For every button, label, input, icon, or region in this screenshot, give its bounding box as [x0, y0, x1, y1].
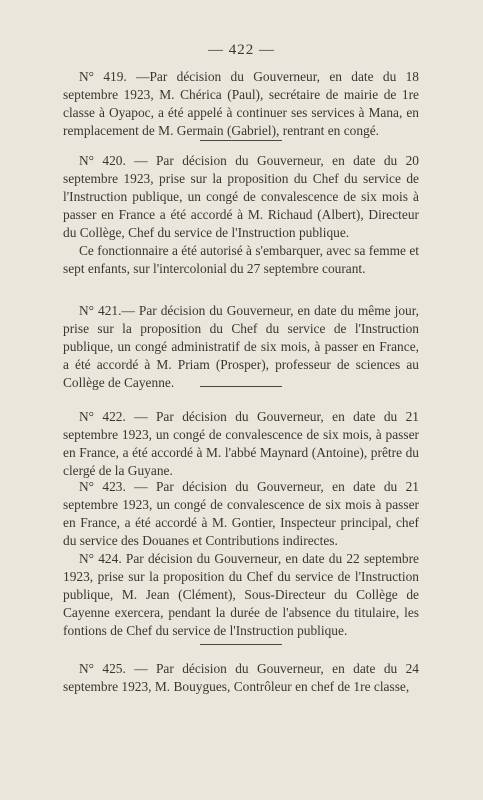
entry-paragraph: N° 422. — Par décision du Gouverneur, en date du 21 septembre 1923, un congé de convalescence de six mois, à passer en France, a été accordé à M. l'abbé Maynard (Antoine), prêtre du clergé de la Guyane. [63, 409, 419, 478]
decision-entry-424 [63, 550, 419, 640]
entry-paragraph: N° 424. Par décision du Gouverneur, en date du 22 septembre 1923, prise sur la proposition du Chef du service de l'Instruction publique, M. Jean (Clément), Sous-Directeur du Collège de Cayenne exercera, pendant la durée de l'absence du titulaire, les fontions de Chef du service de l'Instruction publique. [63, 551, 419, 638]
decision-entry-421 [63, 302, 419, 392]
entry-paragraph: N° 420. — Par décision du Gouverneur, en date du 20 septembre 1923, prise sur la proposition du Chef du service de l'Instruction publique, un congé de convalescence de six mois à passer en France a été accordé à M. Richaud (Albert), Directeur du Collège, Chef du service de l'Instruction publique. [63, 153, 419, 240]
decision-entry-422 [63, 408, 419, 480]
separator-rule [200, 644, 282, 645]
decision-entry-423 [63, 478, 419, 550]
entry-paragraph: N° 425. — Par décision du Gouverneur, en date du 24 septembre 1923, M. Bouygues, Contrôleur en chef de 1re classe, [63, 661, 419, 694]
decision-entry-419 [63, 68, 419, 140]
entry-paragraph: Ce fonctionnaire a été autorisé à s'embarquer, avec sa femme et sept enfants, sur l'intercolonial du 27 septembre courant. [63, 243, 419, 276]
separator-rule [200, 386, 282, 387]
entry-paragraph: N° 421.— Par décision du Gouverneur, en date du même jour, prise sur la proposition du Chef du service de l'Instruction publique, un congé administratif de six mois, à passer en France, a été accordé à M. Priam (Prosper), professeur de sciences au Collège de Cayenne. [63, 303, 419, 390]
entry-paragraph: N° 423. — Par décision du Gouverneur, en date du 21 septembre 1923, un congé de convalescence de six mois à passer en France, a été accordé à M. Gontier, Inspecteur principal, chef du service des Douanes et Contributions indirectes. [63, 479, 419, 548]
entry-paragraph: N° 419. —Par décision du Gouverneur, en date du 18 septembre 1923, M. Chérica (Paul), secrétaire de mairie de 1re classe à Oyapoc, a été appelé à continuer ses services à Mana, en remplacement de M. Germain (Gabriel), rentrant en congé. [63, 69, 419, 138]
page-number: — 422 — [208, 42, 275, 58]
separator-rule [200, 140, 282, 141]
decision-entry-425 [63, 660, 419, 696]
decision-entry-420 [63, 152, 419, 278]
